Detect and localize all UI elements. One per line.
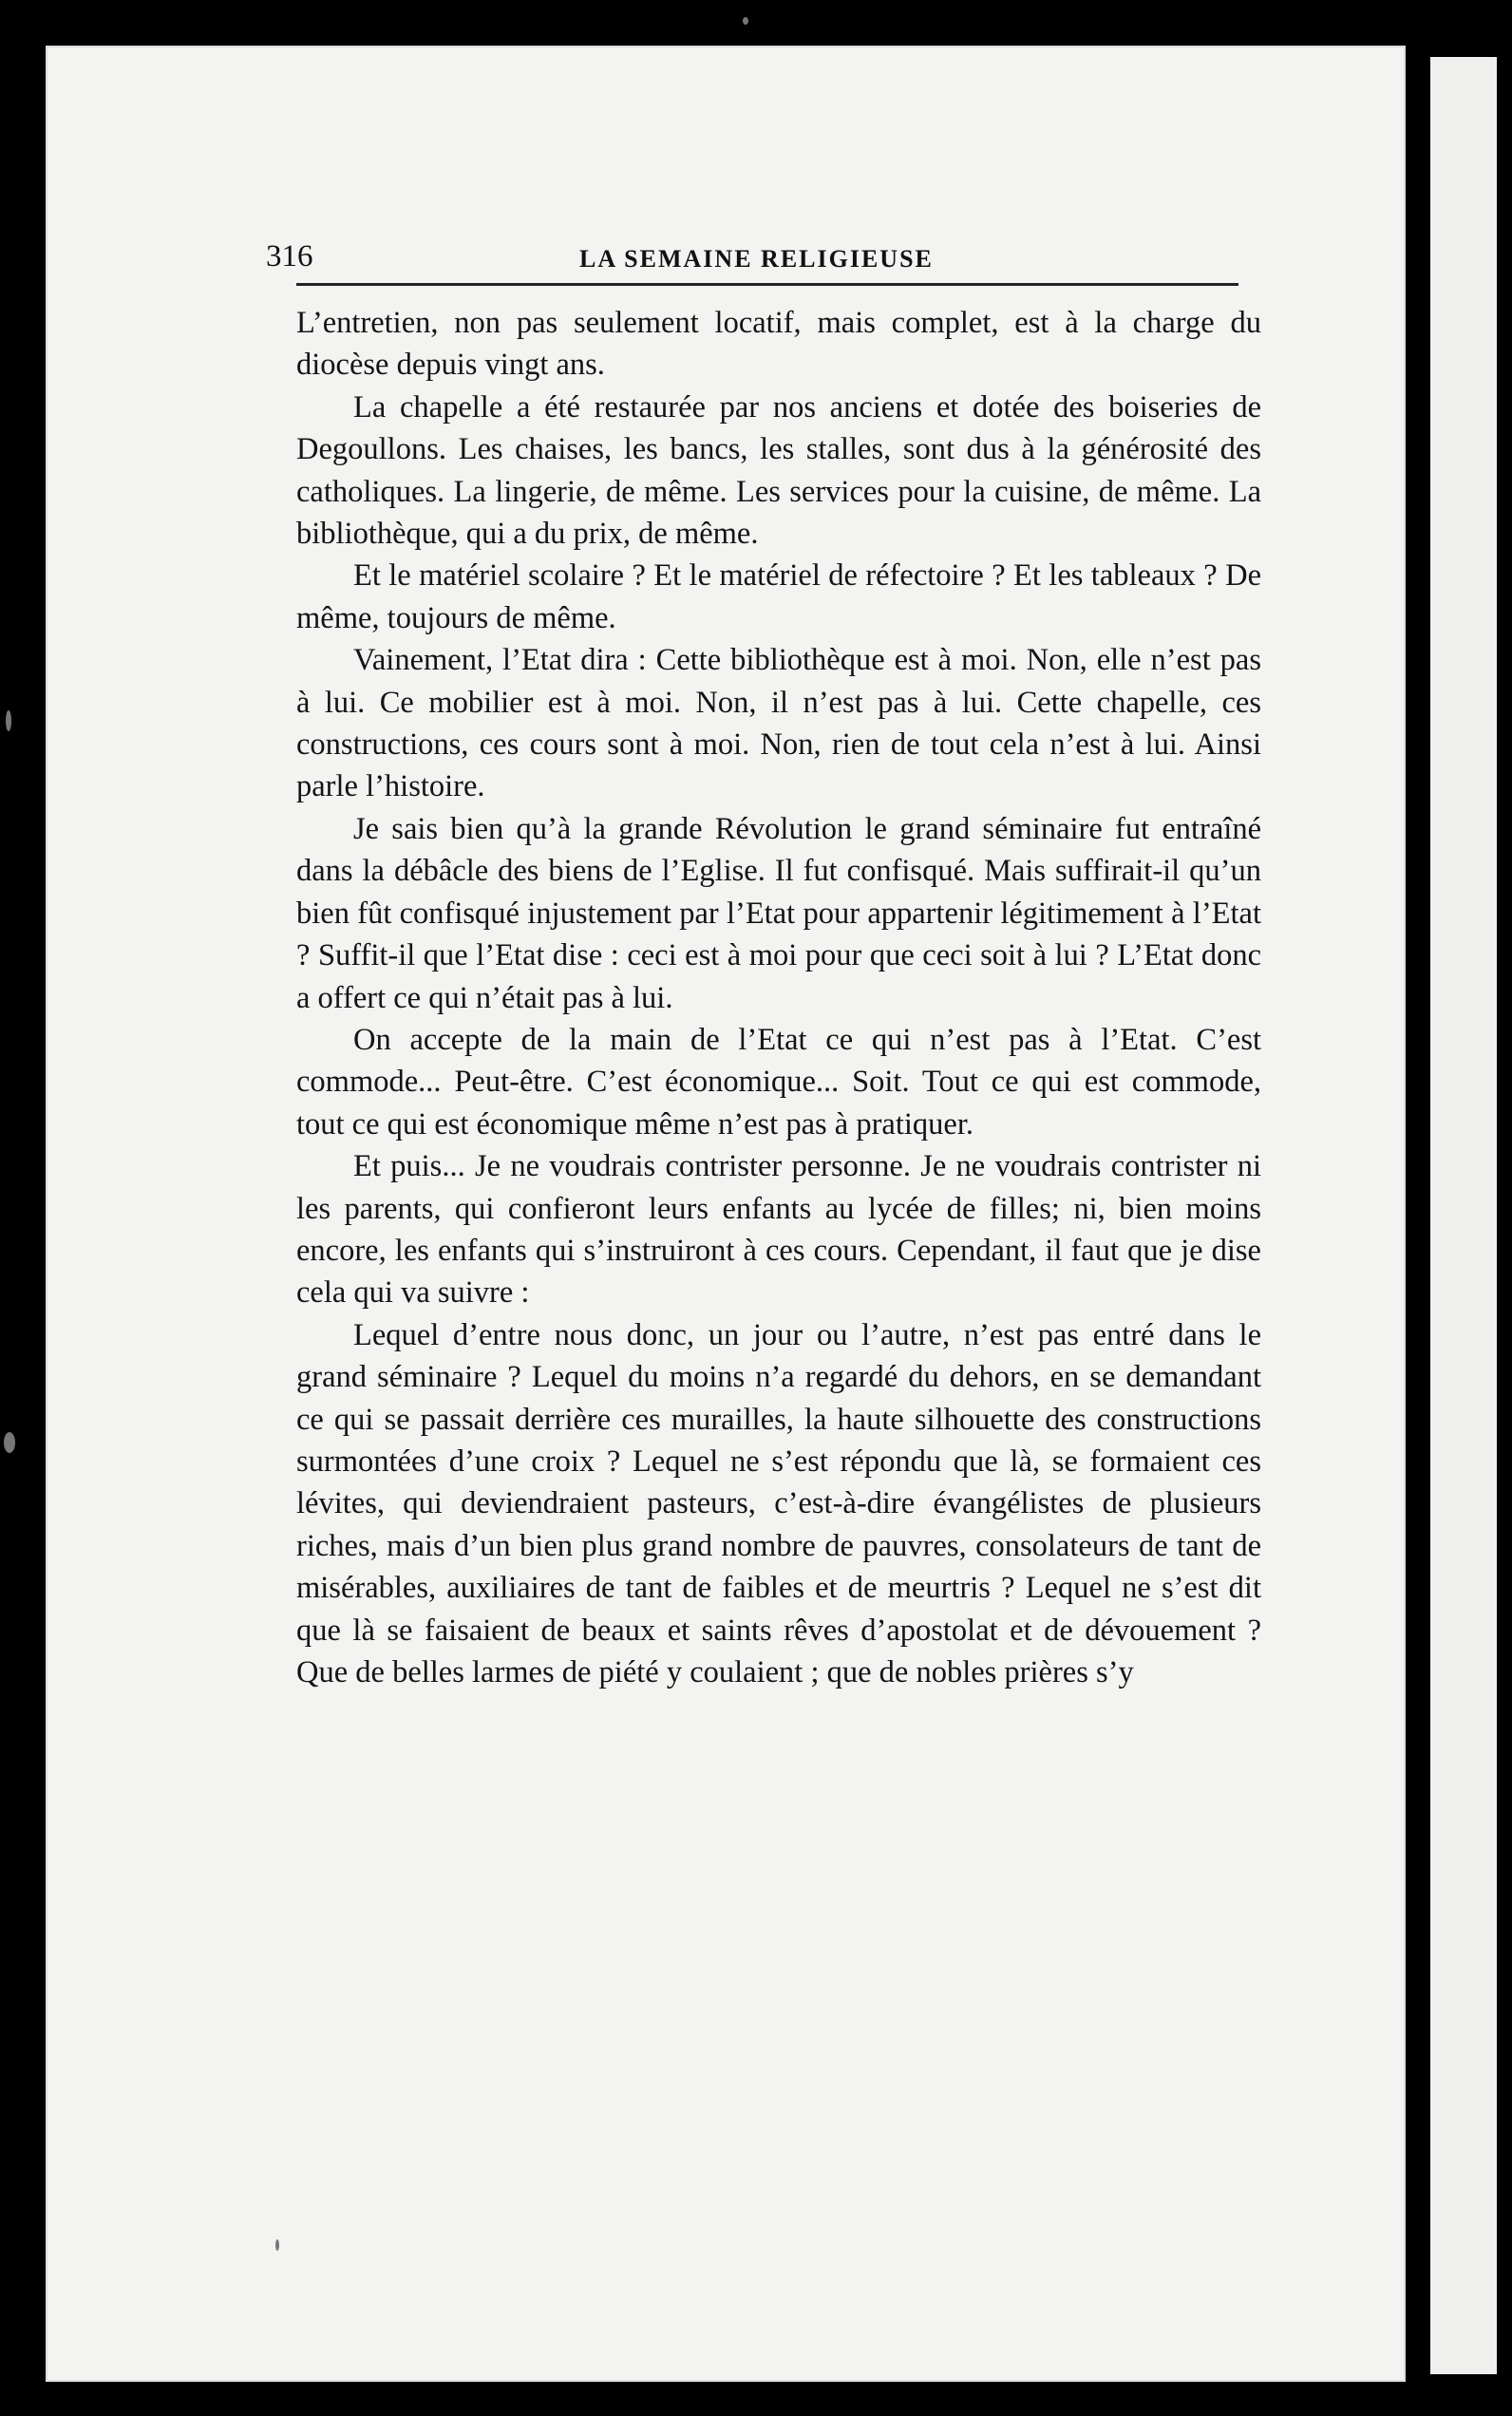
adjacent-page-edge — [1430, 57, 1497, 2374]
paragraph: La chapelle a été restaurée par nos anciens et dotée des boiseries de Degoullons. Les chaises, les bancs, les stalles, sont dus à la générosité des catholiques. La lingerie, de même. Les services pour la cuisine, de même. La bibliothèque, qui a du prix, de même. — [296, 389, 1261, 552]
paragraph: Et le matériel scolaire ? Et le matériel de réfectoire ? Et les tableaux ? De même, toujours de même. — [296, 558, 1261, 635]
scan-speck — [275, 2239, 279, 2251]
running-head: LA SEMAINE RELIGIEUSE — [579, 245, 934, 273]
header-rule — [296, 283, 1238, 286]
scan-speck — [743, 17, 748, 25]
paragraph: Vainement, l’Etat dira : Cette bibliothèque est à moi. Non, elle n’est pas à lui. Ce mobilier est à moi. Non, il n’est pas à lui. Cette chapelle, ces constructions, ces cours sont à moi. Non, rien de tout cela n’est à lui. Ainsi parle l’histoire. — [296, 643, 1261, 804]
paragraph: Et puis... Je ne voudrais contrister personne. Je ne voudrais contrister ni les parents, qui confieront leurs enfants au lycée de filles; ni, bien moins encore, les enfants qui s’instruiront à ces cours. Cependant, il faut que je dise cela qui va suivre : — [296, 1149, 1261, 1311]
paragraph: On accepte de la main de l’Etat ce qui n’est pas à l’Etat. C’est commode... Peut-être. C’est économique... Soit. Tout ce qui est commode, tout ce qui est économique même n’est pas à pratiquer. — [296, 1022, 1261, 1142]
paragraph: L’entretien, non pas seulement locatif, mais complet, est à la charge du diocèse depuis vingt ans. — [296, 306, 1261, 383]
paragraph: Lequel d’entre nous donc, un jour ou l’autre, n’est pas entré dans le grand séminaire ? Lequel du moins n’a regardé du dehors, en se demandant ce qui se passait derrière ces murailles, la haute silhouette des constructions surmontées d’une croix ? Lequel ne s’est répondu que là, se formaient ces lévites, qui deviendraient pasteurs, c’est-à-dire évangélistes de plusieurs riches, mais d’un bien plus grand nombre de pauvres, consolateurs de tant de misérables, auxiliaires de tant de faibles et de meurtris ? Lequel ne s’est dit que là se faisaient de beaux et saints rêves d’apostolat et de dévouement ? Que de belles larmes de piété y coulaient ; que de nobles prières s’y — [296, 1317, 1261, 1689]
page-header — [266, 239, 1237, 287]
body-text — [296, 302, 1261, 1693]
page-number: 316 — [266, 239, 313, 274]
scan-speck — [4, 1432, 15, 1453]
paragraph: Je sais bien qu’à la grande Révolution le grand séminaire fut entraîné dans la débâcle des biens de l’Eglise. Il fut confisqué. Mais suffirait-il qu’un bien fût confisqué injustement par l’Etat pour appartenir légitimement à l’Etat ? Suffit-il que l’Etat dise : ceci est à moi pour que ceci soit à lui ? L’Etat donc a offert ce qui n’était pas à lui. — [296, 811, 1261, 1015]
scan-speck — [6, 710, 11, 731]
